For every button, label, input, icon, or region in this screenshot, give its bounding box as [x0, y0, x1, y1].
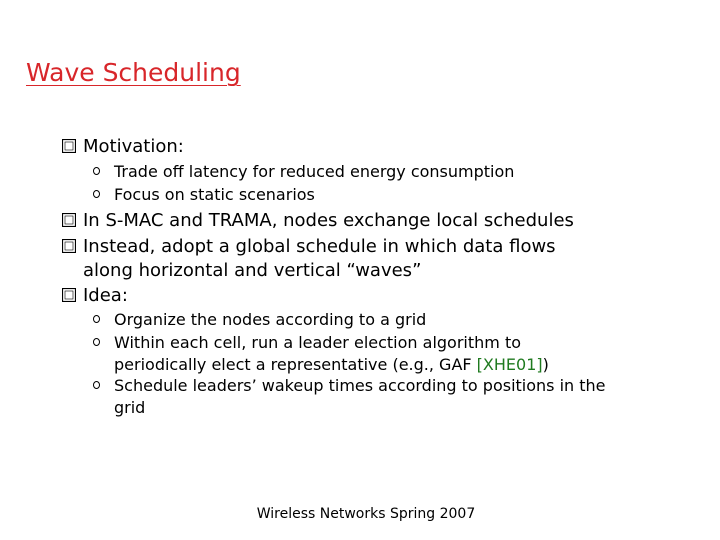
sub-bullet-text-line: Within each cell, run a leader election algorithm to [114, 333, 521, 352]
checkbox-square-icon [62, 213, 76, 227]
slide-title: Wave Scheduling [26, 58, 241, 87]
bullet-text: In S-MAC and TRAMA, nodes exchange local schedules [83, 210, 574, 231]
sub-bullet-text: Organize the nodes according to a grid [114, 310, 427, 329]
sub-bullet-text [114, 375, 606, 419]
hollow-circle-icon [93, 381, 100, 389]
hollow-circle-icon [93, 190, 100, 198]
bullet-text-line: Instead, adopt a global schedule in which data flows [83, 236, 556, 257]
bullet-text: Motivation: [83, 136, 184, 157]
bullet-text-line: along horizontal and vertical “waves” [83, 260, 422, 281]
bullet-text: Idea: [83, 285, 128, 306]
sub-bullet-text: Trade off latency for reduced energy consumption [114, 162, 515, 181]
checkbox-square-icon [62, 288, 76, 302]
sub-bullet-text: Focus on static scenarios [114, 185, 315, 204]
sub-bullet-text-line: Schedule leaders’ wakeup times according to positions in the [114, 376, 606, 395]
hollow-circle-icon [93, 315, 100, 323]
text-run: ) [542, 355, 549, 374]
bullet-text [83, 235, 556, 283]
checkbox-square-icon [62, 239, 76, 253]
sub-bullet-text-line [114, 354, 549, 376]
text-run: periodically elect a representative (e.g., GAF [114, 355, 477, 374]
sub-bullet-text [114, 332, 549, 376]
checkbox-square-icon [62, 139, 76, 153]
citation-link[interactable]: [XHE01] [476, 355, 543, 374]
hollow-circle-icon [93, 338, 100, 346]
sub-bullet-text-line: grid [114, 398, 146, 417]
slide-footer: Wireless Networks Spring 2007 [256, 506, 476, 522]
hollow-circle-icon [93, 167, 100, 175]
